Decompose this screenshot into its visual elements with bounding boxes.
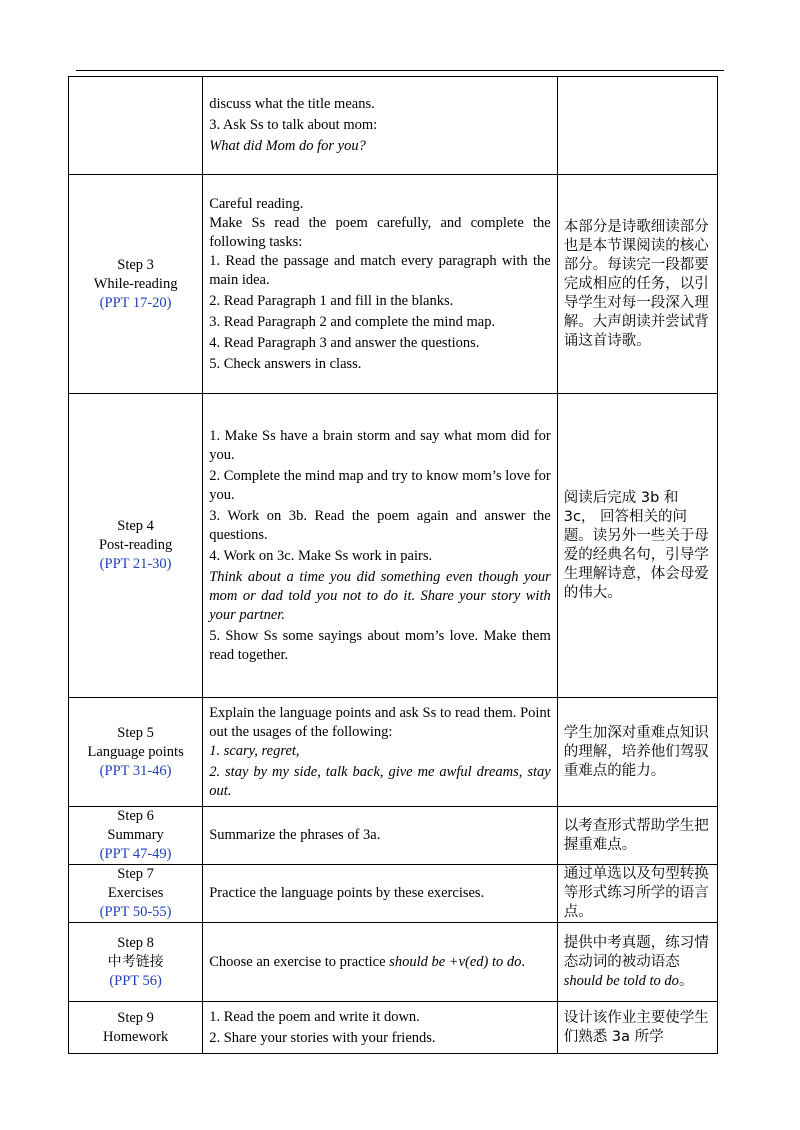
purpose-text: 本部分是诗歌细读部分也是本节课阅读的核心部分。每读完一段都要完成相应的任务，以引导学生对每一段深入理解。大声朗读并尝试背诵这首诗歌。	[563, 218, 709, 349]
activity-line: Careful reading.	[209, 195, 304, 212]
step-name: 中考链接	[107, 953, 164, 970]
activity-text: Choose an exercise to practice	[209, 953, 390, 970]
purpose-structure: should be told to do	[563, 972, 679, 989]
step-ppt-range: (PPT 50-55)	[99, 904, 172, 920]
table-row	[69, 1002, 718, 1054]
step-title: Step 6	[117, 808, 154, 824]
activity-cell	[203, 77, 558, 175]
step-cell	[69, 923, 203, 1002]
purpose-text: 设计该作业主要使学生们熟悉 3a 所学	[563, 1009, 709, 1045]
activity-line: 2. Read Paragraph 1 and fill in the blanks.	[209, 292, 454, 309]
language-point: 2. stay by my side, talk back, give me awful dreams, stay out.	[209, 763, 551, 799]
activity-line: 1. Read the poem and write it down.	[209, 1008, 420, 1025]
activity-line: 4. Work on 3c. Make Ss work in pairs.	[209, 547, 433, 564]
step-name: Exercises	[107, 885, 164, 901]
table-row	[69, 865, 718, 923]
step-title: Step 4	[117, 518, 154, 534]
table-row	[69, 807, 718, 865]
step-name: While-reading	[93, 275, 178, 292]
step-title: Step 7	[117, 866, 154, 882]
step-name: Post-reading	[98, 537, 173, 553]
activity-line: 4. Read Paragraph 3 and answer the questions.	[209, 334, 480, 351]
activity-line: 3. Work on 3b. Read the poem again and answer the questions.	[209, 507, 551, 543]
step-cell	[69, 394, 203, 698]
header-rule	[76, 70, 724, 71]
table-row	[69, 175, 718, 394]
step-cell	[69, 698, 203, 807]
table-row	[69, 394, 718, 698]
step-cell	[69, 1002, 203, 1054]
purpose-cell	[557, 923, 717, 1002]
activity-cell	[203, 865, 558, 923]
purpose-text: 以考查形式帮助学生把握重难点。	[563, 817, 709, 853]
activity-line: Make Ss read the poem carefully, and complete the following tasks:	[209, 214, 551, 250]
lesson-plan-table	[68, 76, 718, 1054]
purpose-cell	[557, 77, 717, 175]
activity-line: 2. Complete the mind map and try to know mom’s love for you.	[209, 467, 551, 503]
activity-line: Explain the language points and ask Ss to read them. Point out the usages of the following:	[209, 704, 551, 740]
step-title: Step 5	[117, 724, 154, 741]
activity-structure: should be +v(ed) to do	[389, 953, 522, 970]
activity-cell	[203, 175, 558, 394]
activity-line: 3. Read Paragraph 2 and complete the mind map.	[209, 313, 496, 330]
purpose-cell	[557, 807, 717, 865]
activity-line: 5. Show Ss some sayings about mom’s love. Make them read together.	[209, 627, 551, 663]
purpose-cell	[557, 865, 717, 923]
activity-line: 2. Share your stories with your friends.	[209, 1029, 436, 1046]
language-point: 1. scary, regret,	[209, 742, 300, 759]
table-row	[69, 77, 718, 175]
step-title: Step 3	[117, 256, 154, 273]
activity-line: 1. Make Ss have a brain storm and say what mom did for you.	[209, 427, 551, 463]
step-cell	[69, 865, 203, 923]
activity-line: Summarize the phrases of 3a.	[209, 827, 381, 843]
purpose-text: 阅读后完成 3b 和 3c， 回答相关的问题。读另外一些关于母爱的经典名句，引导学生理解诗意，体会母爱的伟大。	[563, 489, 709, 601]
step-name: Language points	[87, 743, 184, 760]
purpose-text: 提供中考真题，练习情态动词的被动语态	[563, 934, 709, 970]
activity-line: discuss what the title means.	[209, 96, 375, 112]
step-title: Step 9	[117, 1009, 154, 1026]
step-ppt-range: (PPT 47-49)	[99, 846, 172, 862]
purpose-text: 学生加深对重难点知识的理解，培养他们驾驭重难点的能力。	[563, 724, 709, 779]
step-ppt-range: (PPT 17-20)	[99, 294, 172, 311]
activity-cell	[203, 923, 558, 1002]
activity-prompt: Think about a time you did something even though your mom or dad told you not to do it. Share your story with your partner.	[209, 568, 551, 623]
purpose-cell	[557, 175, 717, 394]
step-ppt-range: (PPT 56)	[109, 972, 162, 989]
activity-cell	[203, 698, 558, 807]
purpose-text: 通过单选以及句型转换等形式练习所学的语言点。	[563, 866, 709, 920]
activity-line: 1. Read the passage and match every paragraph with the main idea.	[209, 252, 551, 288]
activity-text-end: .	[521, 953, 525, 970]
table-row	[69, 698, 718, 807]
activity-line: 5. Check answers in class.	[209, 355, 362, 372]
activity-line: Practice the language points by these exercises.	[209, 885, 485, 901]
step-cell	[69, 77, 203, 175]
activity-cell	[203, 394, 558, 698]
step-ppt-range: (PPT 21-30)	[99, 556, 172, 572]
activity-question: What did Mom do for you?	[209, 138, 366, 154]
purpose-cell	[557, 698, 717, 807]
purpose-cell	[557, 1002, 717, 1054]
table-row	[69, 923, 718, 1002]
step-cell	[69, 807, 203, 865]
purpose-text-end: 。	[678, 972, 694, 989]
activity-cell	[203, 1002, 558, 1054]
activity-cell	[203, 807, 558, 865]
step-name: Homework	[102, 1028, 169, 1045]
step-name: Summary	[107, 827, 164, 843]
step-cell	[69, 175, 203, 394]
activity-line: 3. Ask Ss to talk about mom:	[209, 117, 378, 133]
step-title: Step 8	[117, 934, 154, 951]
step-ppt-range: (PPT 31-46)	[99, 762, 172, 779]
purpose-cell	[557, 394, 717, 698]
